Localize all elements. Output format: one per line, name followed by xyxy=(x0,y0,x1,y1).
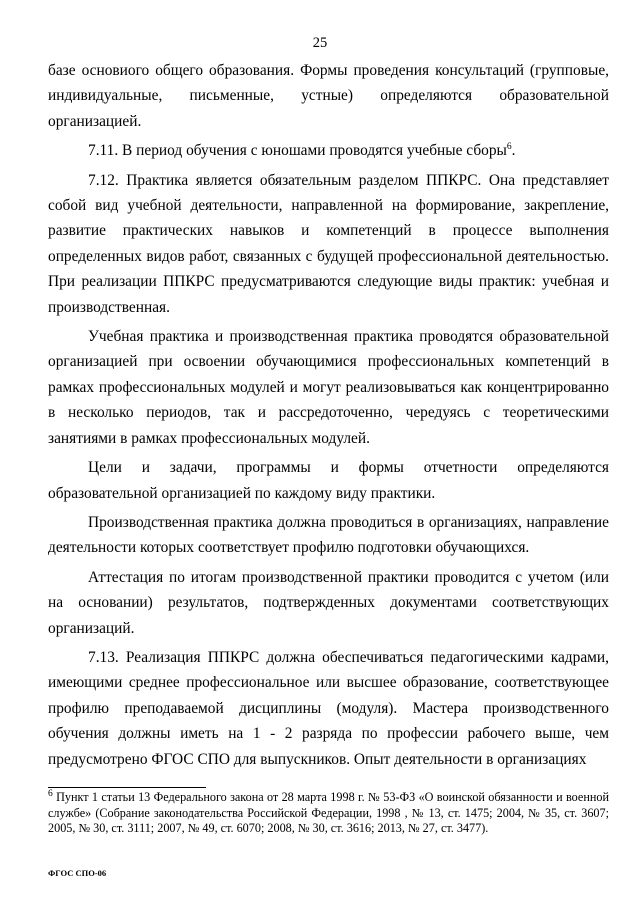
document-body xyxy=(48,58,609,776)
footnote-marker: 6 xyxy=(48,788,53,799)
footnote-ref: 6 xyxy=(506,142,512,153)
paragraph-1 xyxy=(48,138,609,163)
paragraph-1-text: 7.11. В период обучения с юношами проводятся учебные сборы xyxy=(88,142,507,160)
paragraph-6: Аттестация по итогам производственной практики проводится с учетом (или на основании) результатов, подтвержденных документами соответствующих организаций. xyxy=(48,568,609,637)
paragraph-1-end: . xyxy=(511,142,516,160)
paragraph-5: Производственная практика должна проводиться в организациях, направление деятельности которых соответствует профилю подготовки обучающихся. xyxy=(48,513,609,557)
footnote-separator xyxy=(48,787,206,788)
footnote-text: Пункт 1 статьи 13 Федерального закона от 28 марта 1998 г. № 53-ФЗ «О воинской обязанности и военной службе» (Собрание законодательства Российской Федерации, 1998 , № 13, ст. 1475; 2004, № 35, ст. 3607; 2005, № 30, ст. 3111; 2007, № 49, ст. 6070; 2008, № 30, ст. 3616; 2013, № 27, ст. 3477). xyxy=(48,790,609,835)
paragraph-3: Учебная практика и производственная практика проводятся образовательной организацией при освоении обучающимися профессиональных компетенций в рамках профессиональных модулей и могут реализовываться как концентрированно в несколько периодов, так и рассредоточенно, чередуясь с теоретическими занятиями в рамках профессиональных модулей. xyxy=(48,328,609,447)
paragraph-0: базе основиого общего образования. Формы проведения консультаций (групповые, индивидуальные, письменные, устные) определяются образовательной организацией. xyxy=(48,62,609,130)
footnote xyxy=(48,790,609,837)
page-number: 25 xyxy=(312,35,328,51)
paragraph-2: 7.12. Практика является обязательным разделом ППКРС. Она представляет собой вид учебной деятельности, направленной на формирование, закрепление, развитие практических навыков и компетенций в процессе выполнения определенных видов работ, связанных с будущей профессиональной деятельностью. При реализации ППКРС предусматриваются следующие виды практик: учебная и производственная. xyxy=(48,171,609,316)
paragraph-7: 7.13. Реализация ППКРС должна обеспечиваться педагогическими кадрами, имеющими среднее профессиональное или высшее образование, соответствующее профилю преподаваемой дисциплины (модуля). Мастера производственного обучения должны иметь на 1 - 2 разряда по профессии рабочего выше, чем предусмотрено ФГОС СПО для выпускников. Опыт деятельности в организациях xyxy=(48,648,609,768)
paragraph-4: Цели и задачи, программы и формы отчетности определяются образовательной организацией по каждому виду практики. xyxy=(48,459,609,502)
footer-mark: ФГОС СПО-06 xyxy=(48,868,107,878)
